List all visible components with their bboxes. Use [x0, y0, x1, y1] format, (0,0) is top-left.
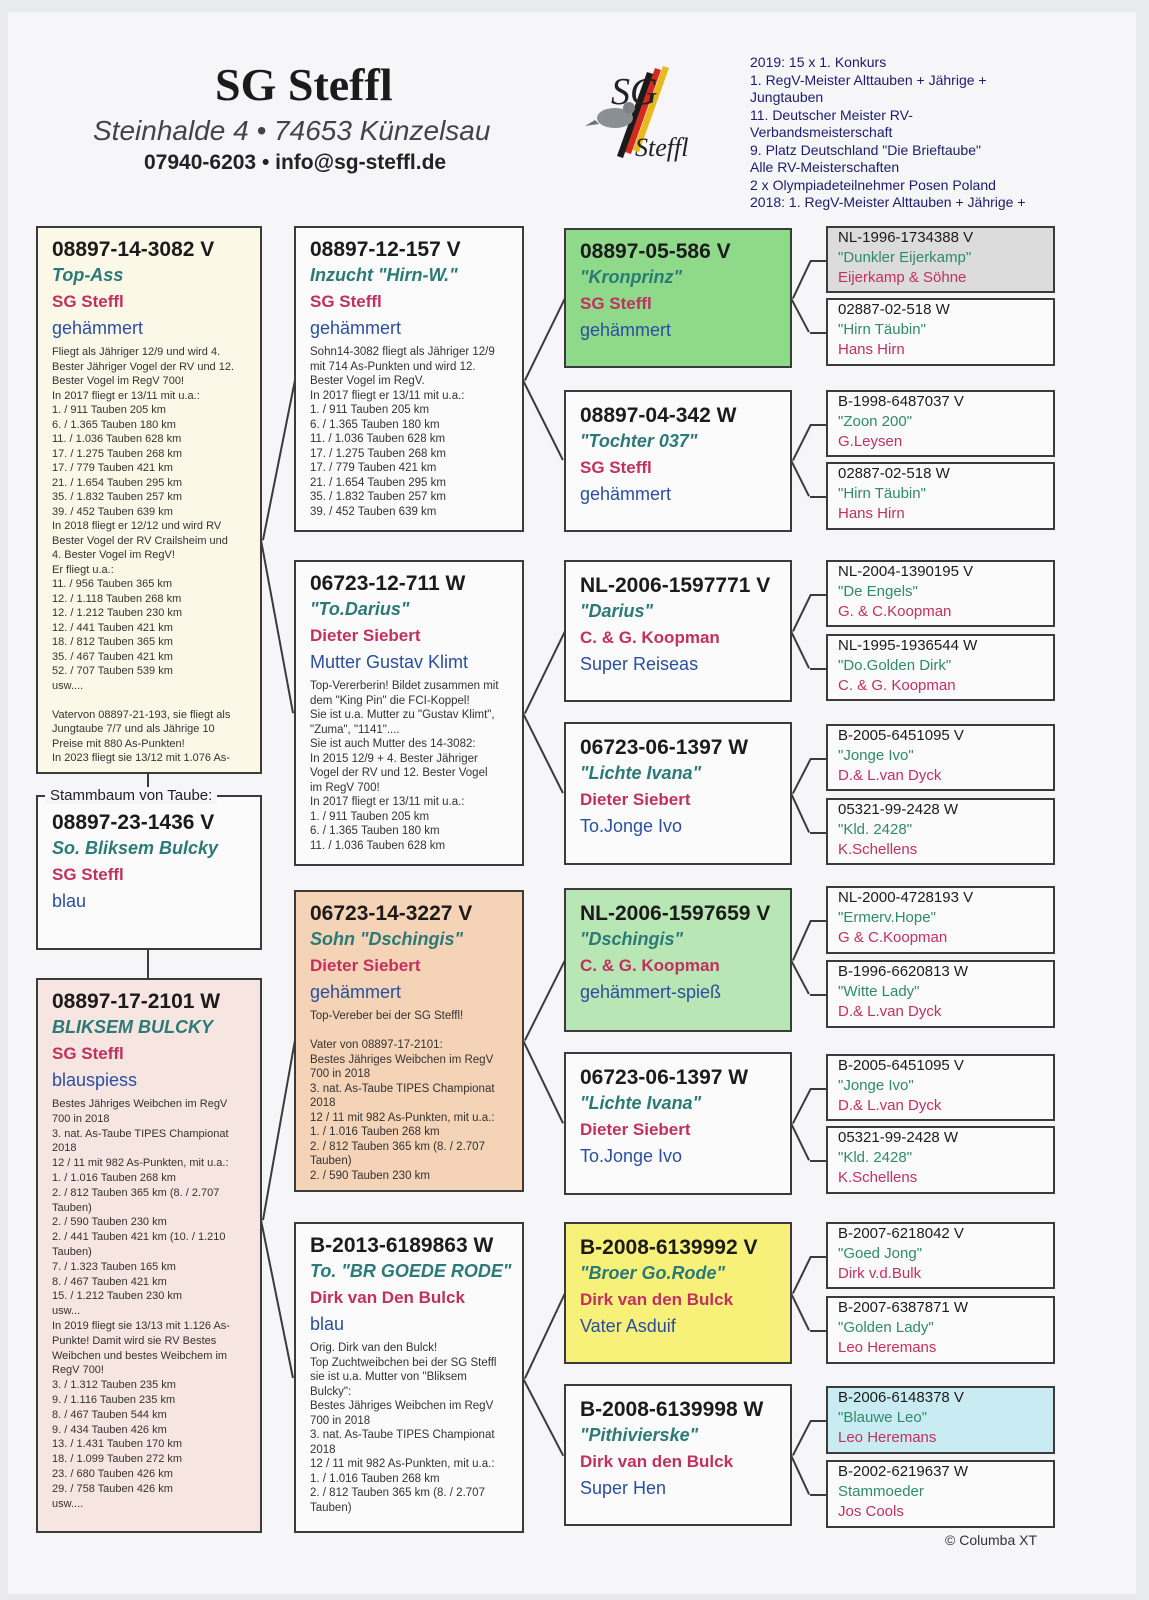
- note-line: sie ist u.a. Mutter von "Bliksem: [310, 1371, 467, 1383]
- ancestor-card[interactable]: [826, 560, 1055, 627]
- great-grandparent-color: Vater Asduif: [580, 1316, 676, 1336]
- note-line: 2. / 812 Tauben 365 km (8. / 2.707: [52, 1186, 220, 1199]
- great-grandparent-breeder: SG Steffl: [580, 458, 652, 477]
- ancestor-ring-id: NL-2000-4728193 V: [838, 889, 974, 906]
- connector-line: [810, 594, 826, 596]
- great-grandparent-name: "Lichte Ivana": [580, 1093, 702, 1113]
- note-line: 18. / 1.099 Tauben 272 km: [52, 1453, 183, 1466]
- honor-line: Alle RV-Meisterschaften: [750, 159, 900, 175]
- connector-line: [810, 994, 826, 996]
- ancestor-card[interactable]: [826, 298, 1055, 366]
- loft-name: SG Steffl: [215, 59, 393, 110]
- stammbaum-label: Stammbaum von Taube:: [45, 787, 217, 804]
- note-line: 17. / 1.275 Tauben 268 km: [52, 447, 183, 460]
- note-line: Bulcky":: [310, 1385, 352, 1398]
- honor-line: 2 x Olympiadeteilnehmer Posen Poland: [750, 176, 996, 193]
- great-grandparent-breeder: C. & G. Koopman: [580, 956, 720, 975]
- grandparent-name: "To.Darius": [310, 599, 410, 619]
- note-line: 2018: [310, 1443, 336, 1456]
- great-grandparent-breeder: Dirk van den Bulck: [580, 1290, 734, 1309]
- ancestor-card[interactable]: [826, 462, 1055, 530]
- note-line: usw...: [52, 1305, 81, 1318]
- note-line: In 2017 fliegt er 13/11 mit u.a.:: [310, 796, 465, 808]
- note-line: "Zuma", "1141"....: [310, 723, 400, 736]
- note-line: 12 / 11 mit 982 As-Punkten, mit u.a.:: [52, 1157, 229, 1170]
- note-line: 700 in 2018: [310, 1414, 371, 1427]
- subject-card[interactable]: [36, 795, 262, 950]
- note-line: 17. / 1.275 Tauben 268 km: [310, 447, 446, 460]
- grandparent-notes: [310, 679, 522, 853]
- note-line: [52, 693, 260, 708]
- great-grandparent-name: "Lichte Ivana": [580, 763, 702, 783]
- grandparent-breeder: Dieter Siebert: [310, 626, 421, 645]
- note-line: Vatervon 08897-21-193, sie fliegt als: [52, 708, 231, 721]
- note-line: Top-Vereber bei der SG Steffl!: [310, 1010, 464, 1022]
- ancestor-name: "Jonge Ivo": [838, 747, 914, 764]
- great-grandparent-color: gehämmert: [580, 484, 672, 504]
- honor-line: 2018: 1. RegV-Meister Alttauben + Jährige +: [750, 194, 1026, 210]
- ancestor-ring-id: B-1996-6620813 W: [838, 963, 969, 980]
- note-line: 11. / 1.036 Tauben 628 km: [310, 839, 446, 852]
- subject-name: So. Bliksem Bulcky: [52, 838, 219, 858]
- ancestor-name: "Kld. 2428": [838, 821, 913, 838]
- great-grandparent-card[interactable]: [564, 1052, 792, 1195]
- great-grandparent-card[interactable]: [564, 722, 792, 865]
- father-breeder: SG Steffl: [52, 292, 124, 311]
- great-grandparent-ring-id: B-2008-6139992 V: [580, 1236, 758, 1259]
- note-line: Vater von 08897-17-2101:: [310, 1039, 443, 1051]
- subject-color: blau: [52, 891, 87, 911]
- ancestor-name: "Witte Lady": [838, 983, 920, 1000]
- ancestor-card[interactable]: [826, 390, 1055, 457]
- great-grandparent-name: "Tochter 037": [580, 431, 698, 451]
- father-notes: [52, 345, 260, 766]
- connector-line: [810, 1494, 826, 1496]
- grandparent-color: blau: [310, 1314, 345, 1334]
- ancestor-breeder: C. & G. Koopman: [838, 677, 956, 694]
- great-grandparent-name: "Kronprinz": [580, 267, 683, 287]
- ancestor-breeder: G & C.Koopman: [838, 929, 948, 946]
- great-grandparent-card[interactable]: [564, 560, 792, 702]
- grandparent-breeder: Dieter Siebert: [310, 956, 421, 975]
- ancestor-card[interactable]: [826, 724, 1055, 791]
- ancestor-breeder: K.Schellens: [838, 1169, 918, 1186]
- note-line: 1. / 1.016 Tauben 268 km: [310, 1472, 440, 1485]
- note-line: Bester Vogel der RV Crailsheim und: [52, 534, 228, 547]
- great-grandparent-ring-id: 06723-06-1397 W: [580, 1066, 749, 1089]
- note-line: 6. / 1.365 Tauben 180 km: [310, 418, 440, 431]
- note-line: 29. / 758 Tauben 426 km: [52, 1482, 173, 1495]
- great-grandparent-ring-id: 06723-06-1397 W: [580, 736, 749, 759]
- note-line: 4. Bester Vogel im RegV!: [52, 549, 175, 561]
- note-line: 2. / 812 Tauben 365 km (8. / 2.707: [310, 1487, 485, 1499]
- great-grandparent-name: "Broer Go.Rode": [580, 1263, 726, 1283]
- ancestor-name: "Goed Jong": [838, 1245, 923, 1262]
- grandparent-ring-id: B-2013-6189863 W: [310, 1234, 494, 1257]
- great-grandparent-color: Super Reiseas: [580, 654, 699, 674]
- grandparent-ring-id: 06723-12-711 W: [310, 572, 466, 595]
- note-line: 3. nat. As-Taube TIPES Championat: [310, 1429, 495, 1441]
- note-line: Sohn14-3082 fliegt als Jähriger 12/9: [310, 346, 495, 358]
- great-grandparent-color: gehämmert-spieß: [580, 982, 722, 1002]
- note-line: usw....: [52, 1497, 84, 1510]
- ancestor-breeder: Hans Hirn: [838, 341, 905, 358]
- note-line: Orig. Dirk van den Bulck!: [310, 1342, 438, 1354]
- note-line: 3. nat. As-Taube TIPES Championat: [310, 1082, 495, 1095]
- great-grandparent-color: Super Hen: [580, 1478, 667, 1498]
- ancestor-ring-id: NL-2004-1390195 V: [838, 563, 974, 580]
- note-line: 6. / 1.365 Tauben 180 km: [52, 418, 176, 431]
- grandparent-color: Mutter Gustav Klimt: [310, 652, 469, 672]
- grandparent-card[interactable]: [294, 890, 524, 1192]
- ancestor-card[interactable]: [826, 1222, 1055, 1289]
- grandparent-notes: [310, 345, 522, 519]
- ancestor-name: "Jonge Ivo": [838, 1077, 914, 1094]
- honor-line: 1. RegV-Meister Alttauben + Jährige +: [750, 71, 987, 88]
- note-line: RegV 700!: [52, 1364, 104, 1377]
- ancestor-name: "Kld. 2428": [838, 1149, 913, 1166]
- honor-line: 11. Deutscher Meister RV-: [750, 106, 913, 123]
- connector-line: [810, 496, 826, 498]
- note-line: 17. / 779 Tauben 421 km: [310, 462, 437, 474]
- ancestor-name: "Dunkler Eijerkamp": [838, 249, 972, 266]
- note-line: 52. / 707 Tauben 539 km: [52, 665, 173, 677]
- ancestor-breeder: D.& L.van Dyck: [838, 767, 942, 784]
- note-line: In 2018 fliegt er 12/12 und wird RV: [52, 520, 222, 532]
- ancestor-name: "Hirn Täubin": [838, 485, 926, 502]
- grandparent-name: To. "BR GOEDE RODE": [310, 1261, 512, 1281]
- note-line: Bestes Jähriges Weibchen im RegV: [310, 1053, 494, 1066]
- grandparent-color: gehämmert: [310, 982, 402, 1002]
- note-line: 8. / 467 Tauben 544 km: [52, 1408, 167, 1421]
- great-grandparent-ring-id: 08897-05-586 V: [580, 240, 731, 263]
- ancestor-breeder: G. & C.Koopman: [838, 603, 952, 620]
- ancestor-name: "Blauwe Leo": [838, 1409, 928, 1426]
- grandparent-name: Inzucht "Hirn-W.": [310, 265, 458, 285]
- ancestor-name: "Zoon 200": [838, 413, 913, 430]
- note-line: 11. / 956 Tauben 365 km: [52, 578, 173, 590]
- ancestor-ring-id: B-2005-6451095 V: [838, 1057, 964, 1074]
- ancestor-ring-id: B-2007-6387871 W: [838, 1299, 969, 1316]
- father-color: gehämmert: [52, 318, 144, 338]
- grandparent-card[interactable]: [294, 560, 524, 866]
- note-line: 8. / 467 Tauben 421 km: [52, 1275, 167, 1288]
- note-line: Er fliegt u.a.:: [52, 563, 114, 576]
- great-grandparent-breeder: Dirk van den Bulck: [580, 1452, 734, 1471]
- ancestor-ring-id: B-2005-6451095 V: [838, 727, 964, 744]
- note-line: 11. / 1.036 Tauben 628 km: [310, 433, 446, 445]
- loft-contact: 07940-6203 • info@sg-steffl.de: [144, 151, 447, 174]
- note-line: Bestes Jähriges Weibchen im RegV: [310, 1400, 494, 1412]
- ancestor-breeder: Eijerkamp & Söhne: [838, 269, 967, 286]
- ancestor-ring-id: 02887-02-518 W: [838, 301, 950, 318]
- note-line: 2. / 590 Tauben 230 km: [52, 1216, 167, 1229]
- copyright-notice: © Columba XT: [945, 1532, 1038, 1548]
- connector-line: [810, 832, 826, 834]
- note-line: 2. / 441 Tauben 421 km (10. / 1.210: [52, 1231, 226, 1244]
- note-line: Fliegt als Jähriger 12/9 und wird 4.: [52, 346, 221, 358]
- note-line: 13. / 1.431 Tauben 170 km: [52, 1438, 183, 1451]
- mother-notes: [52, 1097, 260, 1511]
- great-grandparent-color: To.Jonge Ivo: [580, 1146, 683, 1166]
- ancestor-card[interactable]: [826, 1054, 1055, 1121]
- note-line: Tauben): [52, 1245, 92, 1258]
- ancestor-ring-id: B-2002-6219637 W: [838, 1463, 969, 1480]
- great-grandparent-card[interactable]: [564, 228, 792, 368]
- note-line: 9. / 434 Tauben 426 km: [52, 1423, 167, 1436]
- note-line: 18. / 812 Tauben 365 km: [52, 636, 173, 648]
- ancestor-breeder: D.& L.van Dyck: [838, 1097, 942, 1114]
- ancestor-breeder: Leo Heremans: [838, 1429, 937, 1446]
- honors-list: [750, 54, 1026, 212]
- grandparent-color: gehämmert: [310, 318, 402, 338]
- great-grandparent-name: "Pithivierske": [580, 1425, 699, 1445]
- note-line: [310, 1024, 522, 1039]
- note-line: 3. / 1.312 Tauben 235 km: [52, 1379, 176, 1392]
- father-name: Top-Ass: [52, 265, 124, 285]
- great-grandparent-ring-id: B-2008-6139998 W: [580, 1398, 764, 1421]
- ancestor-name: "Ermerv.Hope": [838, 909, 936, 926]
- ancestor-card[interactable]: [826, 634, 1055, 701]
- note-line: 3. nat. As-Taube TIPES Championat: [52, 1127, 229, 1140]
- ancestor-card[interactable]: [826, 960, 1055, 1028]
- mother-name: BLIKSEM BULCKY: [52, 1017, 213, 1037]
- note-line: 2. / 812 Tauben 365 km (8. / 2.707: [310, 1140, 485, 1153]
- ancestor-ring-id: 05321-99-2428 W: [838, 1129, 959, 1146]
- subject-ring-id: 08897-23-1436 V: [52, 811, 215, 834]
- note-line: 9. / 1.116 Tauben 235 km: [52, 1393, 176, 1406]
- note-line: In 2015 12/9 + 4. Bester Jähriger: [310, 752, 478, 765]
- note-line: In 2023 fliegt sie 13/12 mit 1.076 As-: [52, 752, 230, 764]
- connector-line: [810, 1256, 826, 1258]
- great-grandparent-card[interactable]: [564, 1384, 792, 1526]
- note-line: Top Zuchtweibchen bei der SG Steffl: [310, 1356, 497, 1369]
- note-line: Vogel der RV und 12. Bester Vogel: [310, 767, 488, 779]
- grandparent-notes: [310, 1341, 522, 1515]
- note-line: Sie ist auch Mutter des 14-3082:: [310, 738, 476, 750]
- great-grandparent-card[interactable]: [564, 888, 792, 1032]
- note-line: Bester Vogel im RegV 700!: [52, 375, 185, 387]
- note-line: 2018: [310, 1097, 336, 1109]
- connector-line: [810, 920, 826, 922]
- ancestor-card[interactable]: [826, 1296, 1055, 1364]
- note-line: Bestes Jähriges Weibchen im RegV: [52, 1098, 228, 1110]
- note-line: Preise mit 880 As-Punkten!: [52, 737, 185, 750]
- connector-line: [810, 668, 826, 670]
- logo-text: Steffl: [635, 133, 689, 162]
- note-line: Tauben): [52, 1201, 92, 1214]
- ancestor-breeder: G.Leysen: [838, 433, 903, 450]
- connector-line: [810, 1088, 826, 1090]
- note-line: Tauben): [310, 1155, 352, 1167]
- grandparent-breeder: Dirk van Den Bulck: [310, 1288, 465, 1307]
- honor-line: 2019: 15 x 1. Konkurs: [750, 54, 887, 70]
- grandparent-card[interactable]: [294, 1222, 524, 1533]
- grandparent-ring-id: 08897-12-157 V: [310, 238, 461, 261]
- note-line: 1. / 911 Tauben 205 km: [310, 810, 430, 823]
- subject-breeder: SG Steffl: [52, 865, 124, 884]
- connector-line: [810, 1330, 826, 1332]
- note-line: 6. / 1.365 Tauben 180 km: [310, 825, 440, 837]
- connector-line: [147, 950, 149, 978]
- connector-line: [810, 1420, 826, 1422]
- note-line: 1. / 911 Tauben 205 km: [310, 404, 430, 416]
- ancestor-ring-id: B-1998-6487037 V: [838, 393, 964, 410]
- father-card[interactable]: [36, 226, 262, 774]
- ancestor-ring-id: NL-1996-1734388 V: [838, 229, 974, 246]
- note-line: 1. / 1.016 Tauben 268 km: [310, 1126, 440, 1138]
- note-line: Weibchen und bestes Weibchem im: [52, 1349, 228, 1362]
- note-line: 35. / 1.832 Tauben 257 km: [310, 491, 446, 503]
- loft-address: Steinhalde 4 • 74653 Künzelsau: [93, 115, 491, 146]
- mother-ring-id: 08897-17-2101 W: [52, 990, 221, 1013]
- great-grandparent-card[interactable]: [564, 390, 792, 532]
- note-line: 17. / 779 Tauben 421 km: [52, 462, 173, 474]
- ancestor-name: "De Engels": [838, 583, 918, 600]
- great-grandparent-color: gehämmert: [580, 320, 672, 340]
- great-grandparent-ring-id: NL-2006-1597659 V: [580, 902, 771, 925]
- ancestor-name: "Hirn Täubin": [838, 321, 926, 338]
- note-line: Jungtaube 7/7 und als Jährige 10: [52, 723, 215, 735]
- note-line: In 2019 fliegt sie 13/13 mit 1.126 As-: [52, 1319, 230, 1332]
- note-line: 2. / 590 Tauben 230 km: [310, 1169, 430, 1182]
- connector-line: [810, 1160, 826, 1162]
- ancestor-breeder: Jos Cools: [838, 1503, 904, 1520]
- mother-color: blauspiess: [52, 1070, 138, 1090]
- ancestor-card[interactable]: [826, 798, 1055, 865]
- note-line: 39. / 452 Tauben 639 km: [52, 505, 173, 518]
- ancestor-card[interactable]: [826, 226, 1055, 293]
- ancestor-breeder: Hans Hirn: [838, 505, 905, 522]
- great-grandparent-ring-id: 08897-04-342 W: [580, 404, 737, 427]
- note-line: 12. / 1.118 Tauben 268 km: [52, 592, 182, 605]
- great-grandparent-breeder: Dieter Siebert: [580, 1120, 691, 1139]
- honor-line: 9. Platz Deutschland "Die Brieftaube": [750, 141, 981, 158]
- ancestor-card[interactable]: [826, 1460, 1055, 1528]
- connector-line: [810, 758, 826, 760]
- note-line: 21. / 1.654 Tauben 295 km: [310, 476, 446, 489]
- note-line: 700 in 2018: [52, 1112, 110, 1125]
- note-line: 35. / 1.832 Tauben 257 km: [52, 491, 183, 503]
- great-grandparent-breeder: SG Steffl: [580, 294, 652, 313]
- note-line: usw....: [52, 679, 84, 692]
- great-grandparent-card[interactable]: [564, 1222, 792, 1364]
- note-line: dem "King Pin" die FCI-Koppel!: [310, 694, 470, 707]
- note-line: 15. / 1.212 Tauben 230 km: [52, 1290, 183, 1303]
- mother-card[interactable]: [36, 978, 262, 1533]
- great-grandparent-name: "Darius": [580, 601, 654, 621]
- great-grandparent-name: "Dschingis": [580, 929, 684, 949]
- connector-line: [810, 424, 826, 426]
- father-ring-id: 08897-14-3082 V: [52, 238, 215, 261]
- note-line: 2018: [52, 1142, 77, 1155]
- ancestor-ring-id: B-2006-6148378 V: [838, 1389, 964, 1406]
- ancestor-ring-id: NL-1995-1936544 W: [838, 637, 978, 654]
- note-line: In 2017 fliegt er 13/11 mit u.a.:: [310, 389, 465, 402]
- honor-line: Verbandsmeisterschaft: [750, 124, 893, 140]
- note-line: Bester Vogel im RegV.: [310, 375, 425, 387]
- ancestor-card[interactable]: [826, 1386, 1055, 1454]
- ancestor-name: "Golden Lady": [838, 1319, 934, 1336]
- great-grandparent-color: To.Jonge Ivo: [580, 816, 683, 836]
- grandparent-ring-id: 06723-14-3227 V: [310, 902, 473, 925]
- note-line: 7. / 1.323 Tauben 165 km: [52, 1260, 176, 1273]
- note-line: 12. / 1.212 Tauben 230 km: [52, 607, 183, 619]
- grandparent-breeder: SG Steffl: [310, 292, 382, 311]
- grandparent-name: Sohn "Dschingis": [310, 929, 464, 949]
- great-grandparent-breeder: Dieter Siebert: [580, 790, 691, 809]
- note-line: 23. / 680 Tauben 426 km: [52, 1467, 173, 1480]
- connector-line: [810, 260, 826, 262]
- ancestor-breeder: K.Schellens: [838, 841, 918, 858]
- grandparent-notes: [310, 1009, 522, 1183]
- honor-line: Jungtauben: [750, 89, 824, 105]
- note-line: 11. / 1.036 Tauben 628 km: [52, 433, 182, 445]
- note-line: 1. / 1.016 Tauben 268 km: [52, 1171, 176, 1184]
- note-line: Tauben): [310, 1501, 352, 1514]
- connector-line: [810, 332, 826, 334]
- sg-steffl-logo: [585, 60, 700, 170]
- note-line: 1. / 911 Tauben 205 km: [52, 404, 166, 416]
- logo-letters: SG: [611, 71, 658, 113]
- note-line: mit 714 As-Punkten und wird 12.: [310, 360, 476, 373]
- note-line: Sie ist u.a. Mutter zu "Gustav Klimt",: [310, 709, 495, 721]
- note-line: In 2017 fliegt er 13/11 mit u.a.:: [52, 389, 200, 402]
- ancestor-ring-id: 02887-02-518 W: [838, 465, 950, 482]
- great-grandparent-ring-id: NL-2006-1597771 V: [580, 574, 771, 597]
- ancestor-ring-id: B-2007-6218042 V: [838, 1225, 964, 1242]
- ancestor-breeder: D.& L.van Dyck: [838, 1003, 942, 1020]
- grandparent-card[interactable]: [294, 226, 524, 532]
- ancestor-breeder: Leo Heremans: [838, 1339, 937, 1356]
- ancestor-card[interactable]: [826, 886, 1055, 954]
- note-line: 39. / 452 Tauben 639 km: [310, 505, 437, 518]
- note-line: Punkte! Damit wird sie RV Bestes: [52, 1334, 217, 1347]
- note-line: 12. / 441 Tauben 421 km: [52, 621, 173, 634]
- note-line: 12 / 11 mit 982 As-Punkten, mit u.a.:: [310, 1458, 495, 1470]
- great-grandparent-breeder: C. & G. Koopman: [580, 628, 720, 647]
- note-line: im RegV 700!: [310, 781, 380, 794]
- ancestor-name: Stammoeder: [838, 1483, 924, 1500]
- mother-breeder: SG Steffl: [52, 1044, 124, 1063]
- note-line: 12 / 11 mit 982 As-Punkten, mit u.a.:: [310, 1111, 495, 1124]
- ancestor-breeder: Dirk v.d.Bulk: [838, 1265, 922, 1282]
- note-line: 700 in 2018: [310, 1068, 371, 1080]
- note-line: 35. / 467 Tauben 421 km: [52, 650, 173, 663]
- note-line: Bester Jähriger Vogel der RV und 12.: [52, 360, 235, 373]
- ancestor-ring-id: 05321-99-2428 W: [838, 801, 959, 818]
- ancestor-name: "Do.Golden Dirk": [838, 657, 952, 674]
- note-line: Top-Vererberin! Bildet zusammen mit: [310, 680, 499, 692]
- note-line: 21. / 1.654 Tauben 295 km: [52, 476, 183, 489]
- ancestor-card[interactable]: [826, 1126, 1055, 1194]
